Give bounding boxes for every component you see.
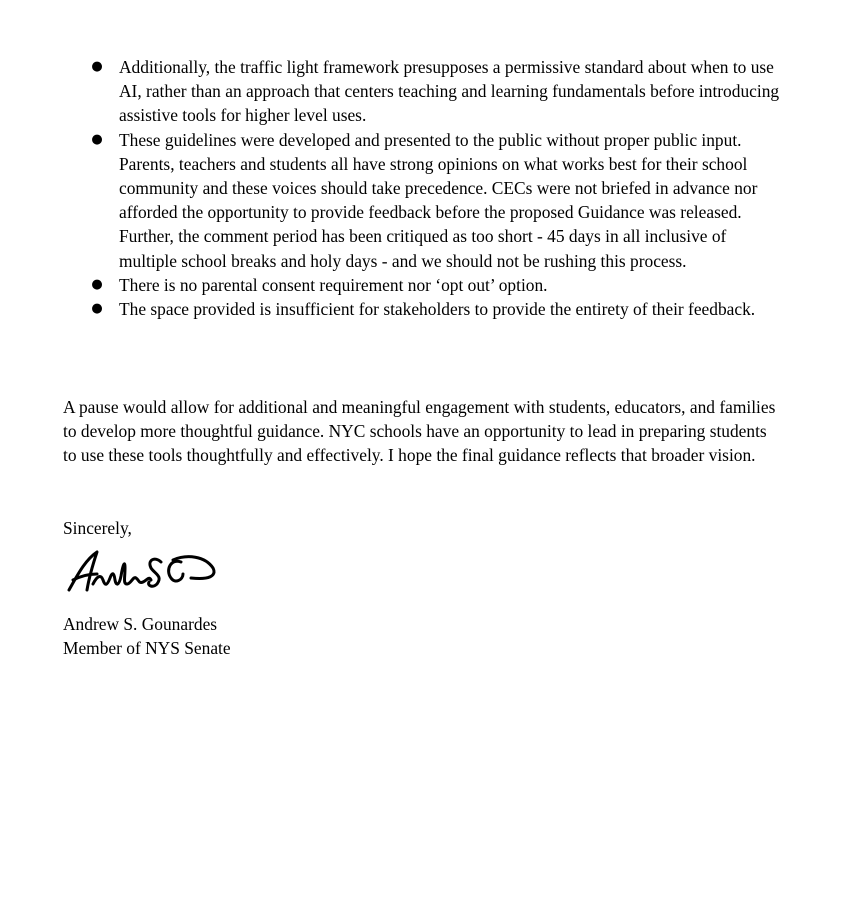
handwritten-signature-icon — [63, 546, 218, 596]
signature-image — [63, 546, 218, 596]
list-item — [0, 55, 784, 128]
bullet-icon: ● — [91, 301, 103, 317]
bullet-text: The space provided is insufficient for stakeholders to provide the entirety of their feedback. — [119, 299, 756, 320]
list-item — [0, 273, 784, 297]
bullet-text: There is no parental consent requirement nor ‘opt out’ option. — [119, 274, 548, 295]
list-item — [0, 128, 784, 273]
bullet-text: These guidelines were developed and presented to the public without proper public input. Parents, teachers and students all have strong opinions on what works best for their school community and these voices should take precedence. CECs were not briefed in advance nor afforded the opportunity to provide feedback before the proposed Guidance was released. Further, the comment period has been critiqued as too short - 45 days in all inclusive of multiple school breaks and holy days - and we should not be rushing this process. — [119, 129, 758, 271]
bullet-text: Additionally, the traffic light framework presupposes a permissive standard about when to use AI, rather than an approach that centers teaching and learning fundamentals before introducing assistive tools for higher level uses. — [119, 57, 780, 126]
list-item — [0, 297, 784, 321]
signer-name: Andrew S. Gounardes — [63, 614, 218, 634]
signer-title: Member of NYS Senate — [63, 638, 231, 659]
bullet-icon: ● — [91, 59, 103, 74]
bullet-icon: ● — [91, 131, 103, 147]
bullet-icon: ● — [91, 276, 103, 292]
concerns-list — [0, 55, 858, 321]
salutation: Sincerely, — [63, 518, 132, 538]
signer-block — [63, 612, 231, 660]
closing-paragraph: A pause would allow for additional and meaningful engagement with students, educators, and families to develop more thoughtful guidance. NYC schools have an opportunity to lead in preparing students to use these tools thoughtfully and effectively. I hope the final guidance reflects that broader vision. — [63, 397, 776, 466]
